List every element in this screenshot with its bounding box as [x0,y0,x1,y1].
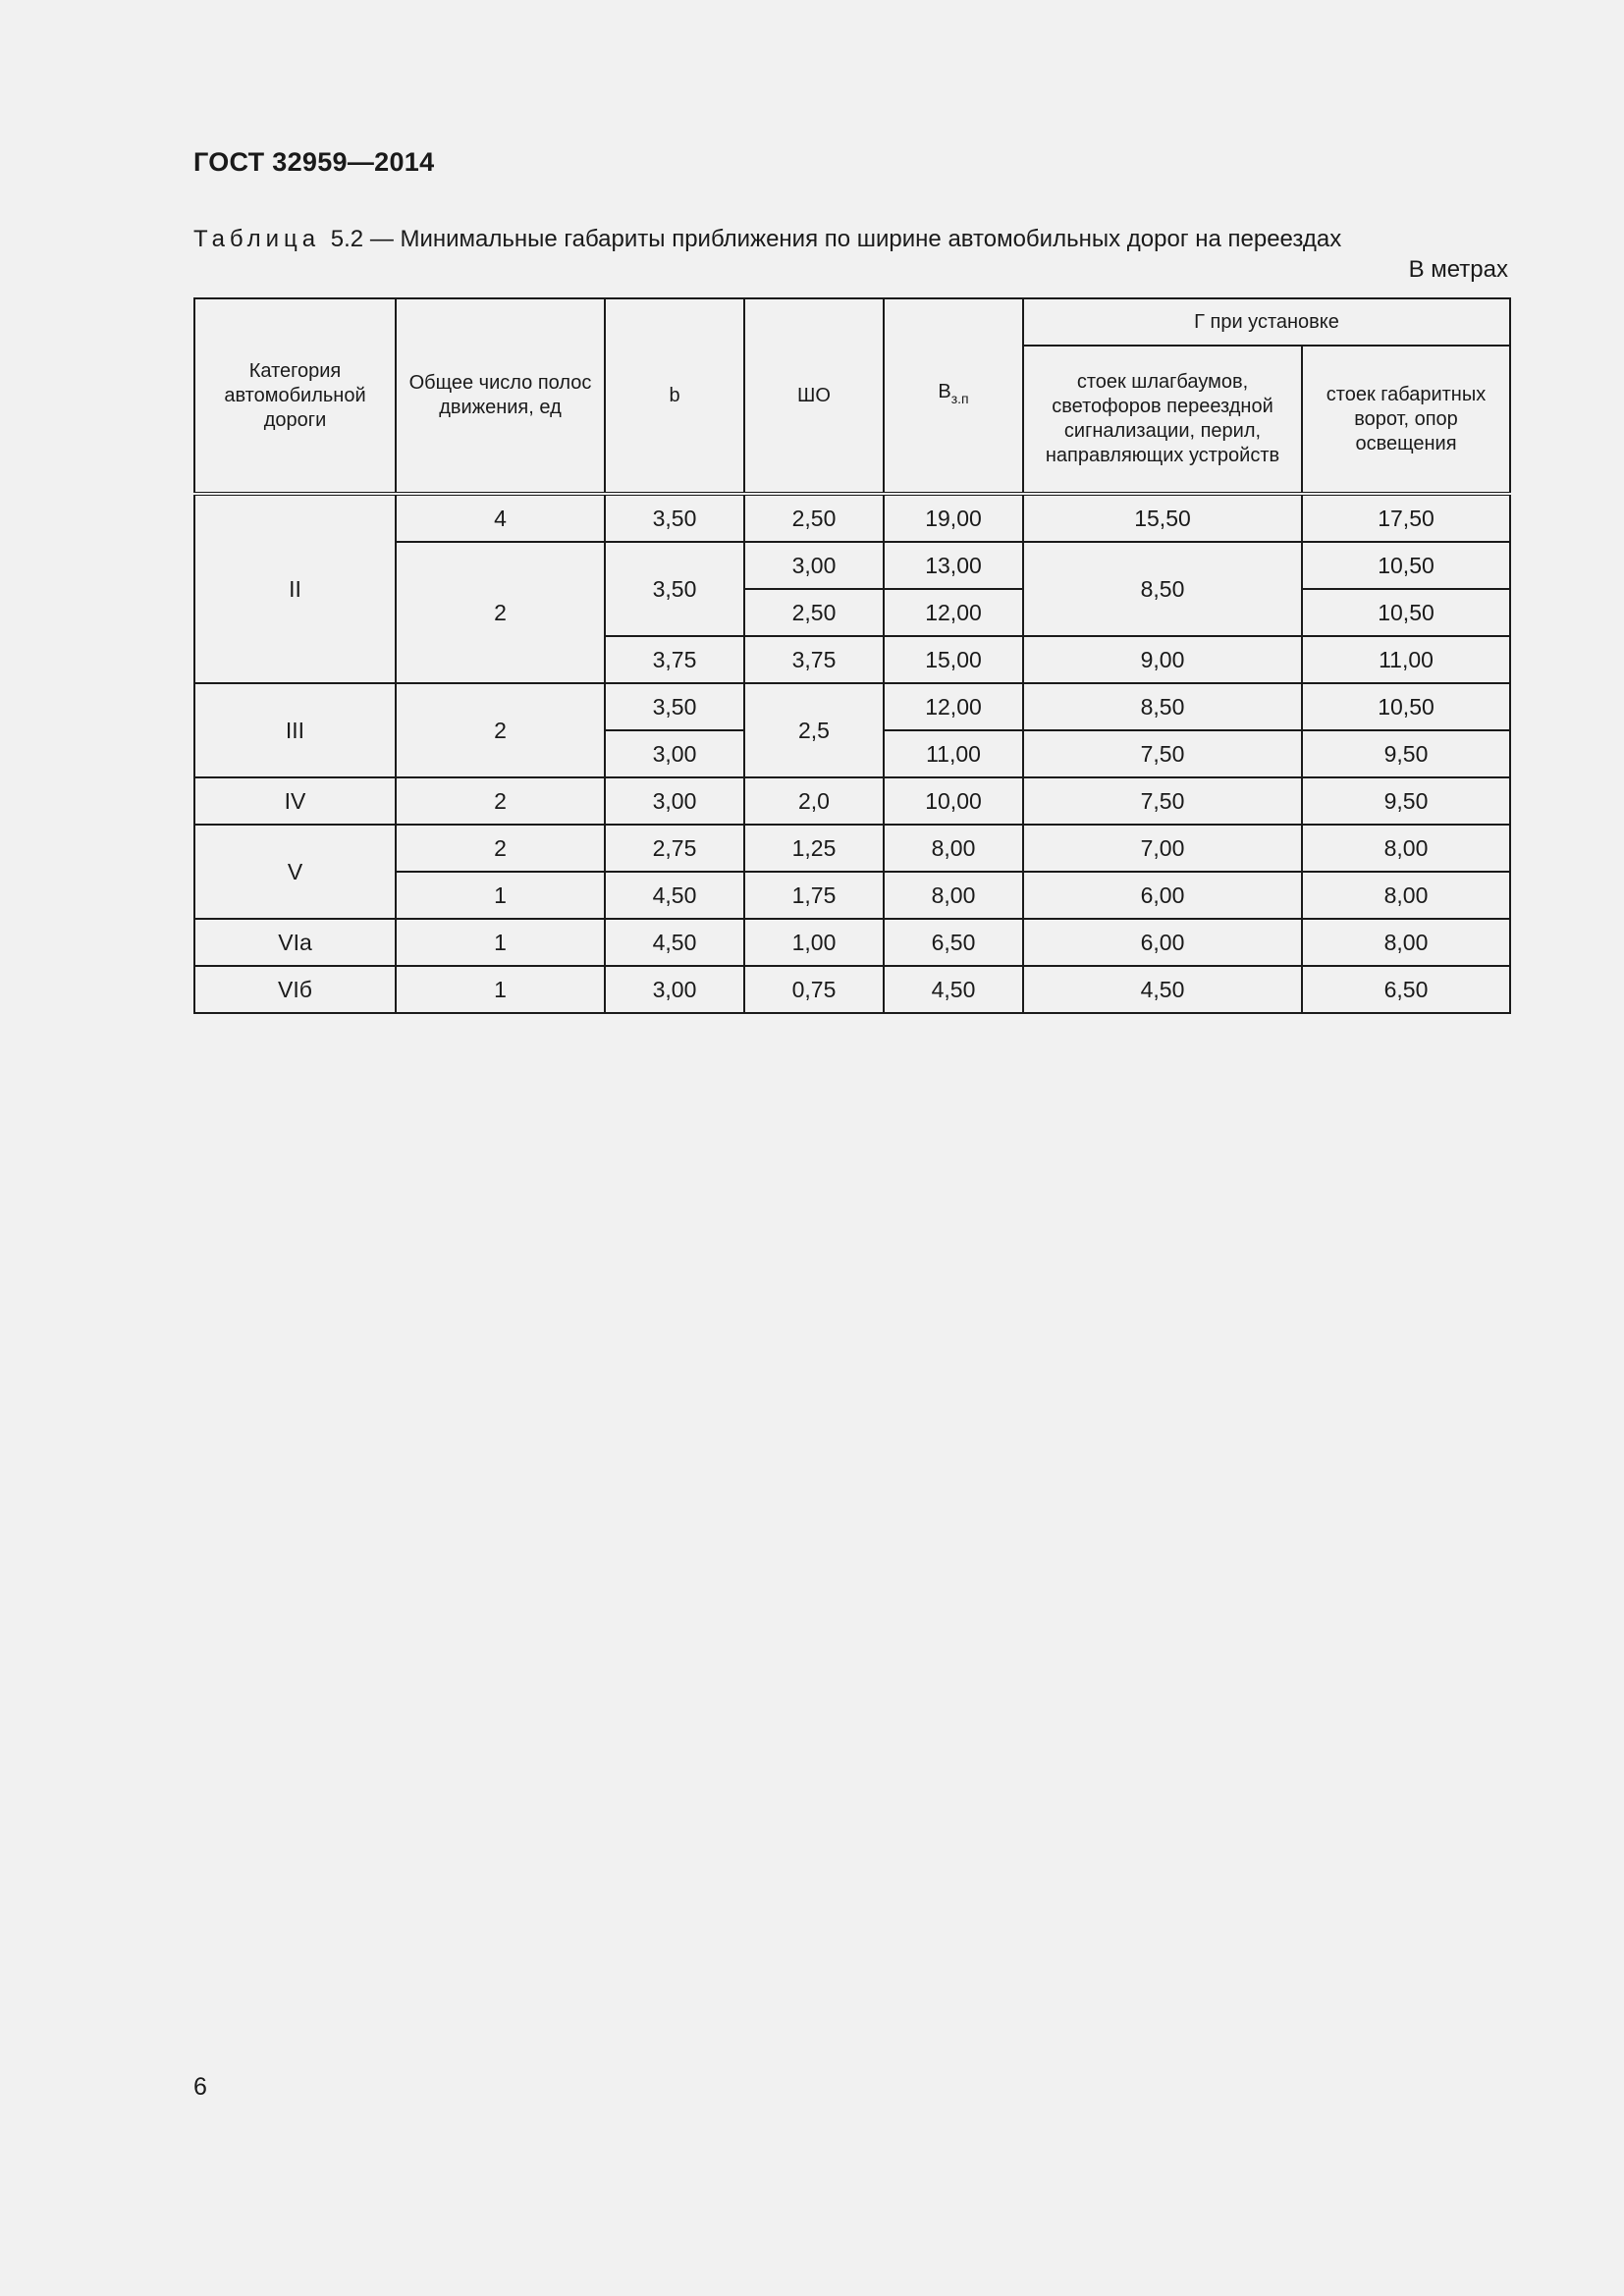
cell-g1: 7,00 [1023,825,1302,872]
cell-sho: 1,00 [744,919,884,966]
table-caption-label: Таблица [193,226,321,252]
cell-g1: 15,50 [1023,494,1302,542]
cell-b: 3,00 [605,777,744,825]
cell-lanes: 1 [396,919,605,966]
header-vzp-subscript: з.п [950,391,969,406]
cell-g1: 7,50 [1023,777,1302,825]
cell-b: 4,50 [605,919,744,966]
header-sho: ШО [744,298,884,494]
cell-g1: 9,00 [1023,636,1302,683]
cell-b: 3,00 [605,966,744,1013]
cell-vzp: 8,00 [884,872,1023,919]
cell-category: VIб [194,966,396,1013]
table-row [194,919,1510,966]
cell-sho: 1,75 [744,872,884,919]
table-row [194,825,1510,872]
cell-vzp: 11,00 [884,730,1023,777]
cell-sho: 2,0 [744,777,884,825]
cell-g2: 9,50 [1302,730,1510,777]
cell-vzp: 19,00 [884,494,1023,542]
table-row [194,683,1510,730]
cell-sho: 3,75 [744,636,884,683]
cell-g1: 8,50 [1023,542,1302,636]
cell-g2: 10,50 [1302,542,1510,589]
cell-g1: 4,50 [1023,966,1302,1013]
cell-b: 3,00 [605,730,744,777]
cell-g2: 17,50 [1302,494,1510,542]
table-row [194,777,1510,825]
cell-g2: 10,50 [1302,683,1510,730]
cell-lanes: 2 [396,542,605,683]
cell-sho: 2,5 [744,683,884,777]
header-lanes: Общее число полос движения, ед [396,298,605,494]
header-g-group: Г при установке [1023,298,1510,346]
cell-category: III [194,683,396,777]
header-category: Категория автомобильной дороги [194,298,396,494]
cell-b: 3,50 [605,542,744,636]
cell-vzp: 6,50 [884,919,1023,966]
cell-sho: 0,75 [744,966,884,1013]
units-note: В метрах [1408,256,1508,283]
cell-b: 3,50 [605,494,744,542]
document-code: ГОСТ 32959—2014 [193,147,435,177]
cell-g1: 8,50 [1023,683,1302,730]
page-number: 6 [193,2073,207,2101]
table-caption-text: 5.2 — Минимальные габариты приближения по ширине автомобильных дорог на переездах [330,226,1342,252]
cell-vzp: 15,00 [884,636,1023,683]
cell-category: VIa [194,919,396,966]
cell-g2: 8,00 [1302,919,1510,966]
cell-b: 2,75 [605,825,744,872]
cell-g2: 8,00 [1302,825,1510,872]
cell-lanes: 2 [396,683,605,777]
cell-lanes: 4 [396,494,605,542]
cell-vzp: 8,00 [884,825,1023,872]
cell-g1: 7,50 [1023,730,1302,777]
cell-sho: 2,50 [744,494,884,542]
table-row [194,494,1510,542]
cell-lanes: 1 [396,872,605,919]
clearance-table [193,297,1511,1014]
header-g1: стоек шлагбаумов, светофоров переездной сигнализации, перил, направляющих устройств [1023,346,1302,494]
cell-vzp: 4,50 [884,966,1023,1013]
cell-sho: 1,25 [744,825,884,872]
table-caption [193,226,1509,253]
cell-vzp: 12,00 [884,683,1023,730]
cell-b: 3,75 [605,636,744,683]
cell-sho: 3,00 [744,542,884,589]
cell-vzp: 12,00 [884,589,1023,636]
header-g2: стоек габаритных ворот, опор освещения [1302,346,1510,494]
cell-lanes: 2 [396,777,605,825]
header-vzp [884,298,1023,494]
header-b: b [605,298,744,494]
cell-category: V [194,825,396,919]
cell-vzp: 13,00 [884,542,1023,589]
cell-category: II [194,494,396,683]
cell-lanes: 2 [396,825,605,872]
cell-category: IV [194,777,396,825]
cell-g2: 6,50 [1302,966,1510,1013]
cell-g1: 6,00 [1023,919,1302,966]
table-row [194,966,1510,1013]
cell-g2: 10,50 [1302,589,1510,636]
cell-b: 3,50 [605,683,744,730]
cell-g2: 11,00 [1302,636,1510,683]
cell-b: 4,50 [605,872,744,919]
header-vzp-main: В [938,381,951,402]
cell-lanes: 1 [396,966,605,1013]
cell-vzp: 10,00 [884,777,1023,825]
cell-g2: 8,00 [1302,872,1510,919]
cell-sho: 2,50 [744,589,884,636]
cell-g2: 9,50 [1302,777,1510,825]
cell-g1: 6,00 [1023,872,1302,919]
